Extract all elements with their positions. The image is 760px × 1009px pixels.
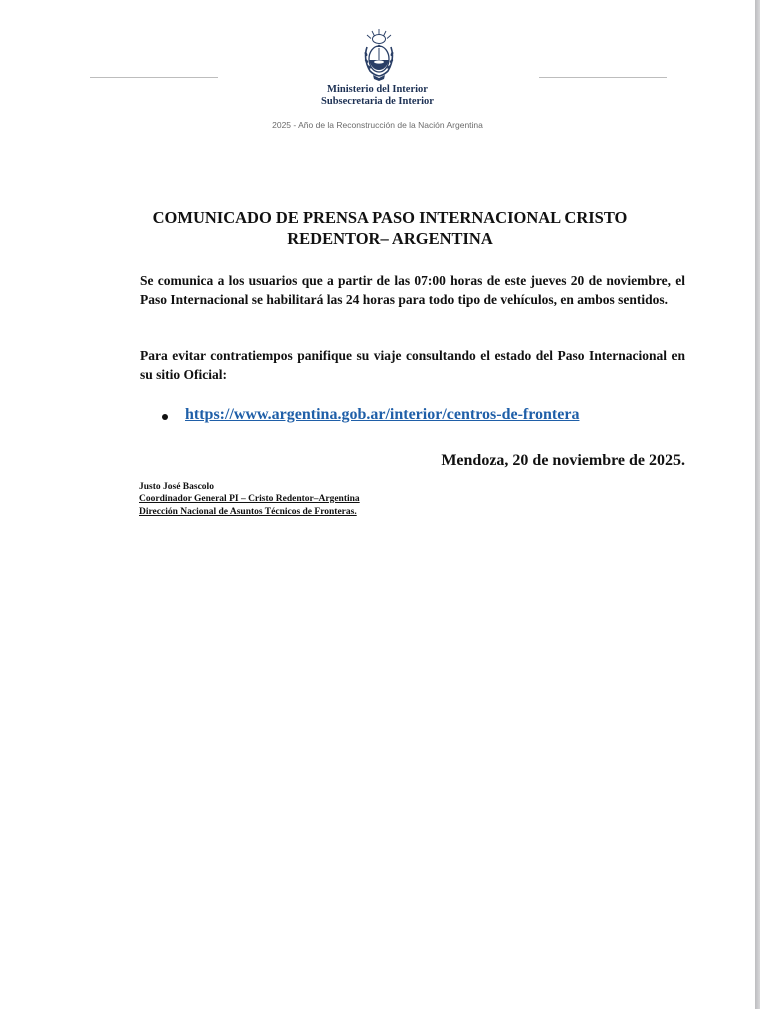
header-divider-left	[90, 77, 218, 78]
title-line-2: REDENTOR– ARGENTINA	[287, 229, 493, 248]
link-list-item	[162, 406, 702, 428]
signatory-role: Coordinador General PI – Cristo Redentor–Argentina	[139, 494, 360, 504]
subsecretariat-name: Subsecretaria de Interior	[321, 96, 434, 107]
viewer-edge	[755, 0, 760, 1009]
coat-of-arms-icon	[361, 27, 397, 82]
bullet-icon	[162, 414, 168, 420]
official-site-link[interactable]: https://www.argentina.gob.ar/interior/centros-de-frontera	[185, 406, 580, 423]
title-line-1: COMUNICADO DE PRENSA PASO INTERNACIONAL CRISTO	[152, 208, 628, 227]
signatory-name: Justo José Bascolo	[139, 482, 214, 492]
advisory-paragraph: Para evitar contratiempos panifique su viaje consultando el estado del Paso Internacional en su sitio Oficial:	[140, 348, 685, 382]
ministry-name: Ministerio del Interior	[327, 84, 428, 95]
press-release-title	[120, 207, 660, 249]
dateline: Mendoza, 20 de noviembre de 2025.	[441, 452, 685, 469]
signatory-department: Dirección Nacional de Asuntos Técnicos de Fronteras.	[139, 507, 357, 517]
header-divider-right	[539, 77, 667, 78]
year-motto: 2025 - Año de la Reconstrucción de la Nación Argentina	[272, 120, 483, 130]
announcement-paragraph: Se comunica a los usuarios que a partir de las 07:00 horas de este jueves 20 de noviembre, el Paso Internacional se habilitará las 24 horas para todo tipo de vehículos, en ambos sentidos.	[140, 273, 685, 307]
